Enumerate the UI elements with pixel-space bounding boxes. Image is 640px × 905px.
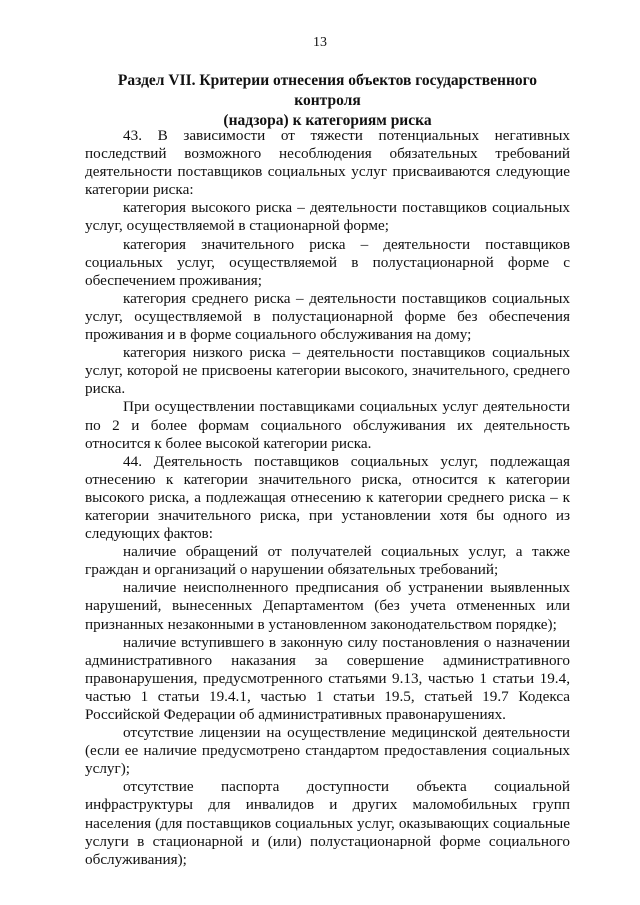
paragraph-low-risk: категория низкого риска – деятельности поставщиков социальных услуг, которой не присвоены категории высокого, значительного, среднего риска.	[85, 344, 570, 398]
section-title-line-1: Раздел VII. Критерии отнесения объектов государственного контроля	[117, 72, 538, 109]
paragraph-significant-risk: категория значительного риска – деятельности поставщиков социальных услуг, осуществляемой в полустационарной форме с обеспечением проживания;	[85, 235, 570, 289]
paragraph-medium-risk: категория среднего риска – деятельности поставщиков социальных услуг, осуществляемой в полустационарной форме без обеспечения проживания и в форме социального обслуживания на дому;	[85, 289, 570, 344]
paragraph-high-risk: категория высокого риска – деятельности поставщиков социальных услуг, осуществляемой в стационарной форме;	[85, 199, 570, 235]
paragraph-fact-license: отсутствие лицензии на осуществление медицинской деятельности (если ее наличие предусмотрено стандартом предоставления социальных услуг);	[85, 724, 570, 778]
paragraph-fact-penalty: наличие вступившего в законную силу постановления о назначении административного наказания за совершение административного правонарушения, предусмотренного статьями 9.13, частью 1 статьи 19.4, частью 1 статьи 19.4.1, частью 1 статьи 19.5, статьей 19.7 Кодекса Российской Федерации об административных правонарушениях.	[85, 633, 570, 723]
body-text	[85, 127, 570, 869]
paragraph-44-intro: 44. Деятельность поставщиков социальных услуг, подлежащая отнесению к категории значительного риска, относится к категории высокого риска, а подлежащая отнесению к категории среднего риска – к категории значительного риска, при установлении хотя бы одного из следующих фактов:	[85, 452, 570, 543]
section-title-line-2: (надзора) к категориям риска	[223, 112, 432, 129]
page-number: 13	[313, 35, 327, 50]
paragraph-fact-prescription: наличие неисполненного предписания об устранении выявленных нарушений, вынесенных Департаментом (без учета отмененных или признанных незаконными в установленном законодательством порядке);	[85, 579, 570, 633]
paragraph-43-intro: 43. В зависимости от тяжести потенциальных негативных последствий возможного несоблюдения обязательных требований деятельности поставщиков социальных услуг присваиваются следующие категории риска:	[85, 127, 570, 199]
paragraph-fact-complaints: наличие обращений от получателей социальных услуг, а также граждан и организаций о нарушении обязательных требований;	[85, 543, 570, 579]
section-title	[85, 71, 570, 131]
paragraph-multiple-forms: При осуществлении поставщиками социальных услуг деятельности по 2 и более формам социального обслуживания их деятельность относится к более высокой категории риска.	[85, 398, 570, 452]
paragraph-fact-accessibility: отсутствие паспорта доступности объекта социальной инфраструктуры для инвалидов и других маломобильных групп населения (для поставщиков социальных услуг, оказывающих социальные услуги в стационарной и (или) полустационарной форме социального обслуживания);	[85, 778, 570, 868]
